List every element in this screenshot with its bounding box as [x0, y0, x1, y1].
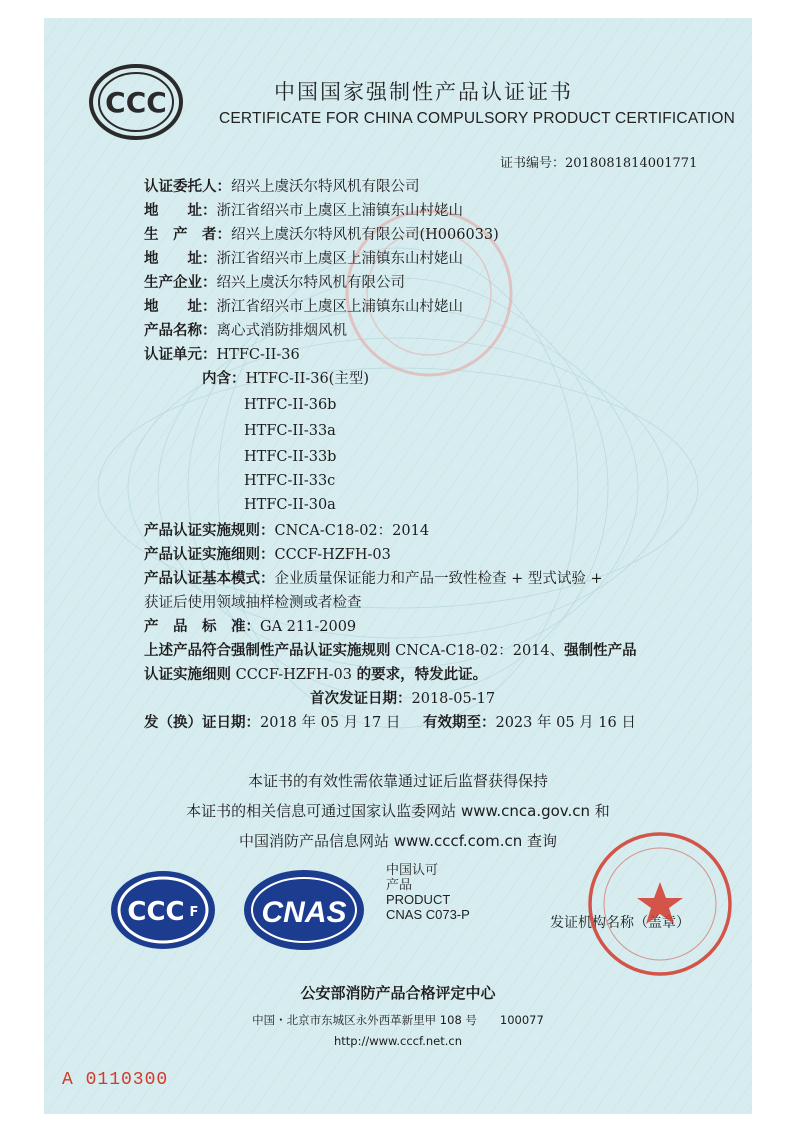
model-item: HTFC-II-36(主型) [245, 371, 369, 387]
cnas-line: PRODUCT [386, 892, 451, 907]
manufacturer-value: 绍兴上虞沃尔特风机有限公司(H006033) [231, 227, 499, 243]
rule-label: 产品认证实施规则： [144, 523, 275, 539]
applicant-value: 绍兴上虞沃尔特风机有限公司 [231, 179, 420, 195]
address2-row [144, 250, 463, 268]
first-issue-value: 2018-05-17 [411, 691, 496, 707]
address3-row [144, 298, 463, 316]
rule-value: CNCA-C18-02：2014 [274, 523, 430, 539]
unit-row [144, 346, 300, 364]
title-english: CERTIFICATE FOR CHINA COMPULSORY PRODUCT CERTIFICATION [219, 110, 736, 127]
official-seal [584, 828, 736, 980]
address1-value: 浙江省绍兴市上虞区上浦镇东山村姥山 [216, 203, 463, 219]
statement-text: 认证实施细则 [144, 667, 231, 683]
model-item: HTFC-II-33c [244, 473, 336, 489]
unit-value: HTFC-II-36 [216, 347, 300, 363]
contents-label: 内含： [202, 371, 246, 387]
product-label: 产品名称： [144, 323, 217, 339]
cccf-logo [108, 868, 218, 952]
issuer-label: 发证机构名称（盖章） [550, 915, 690, 931]
svg-text:CCC: CCC [127, 897, 185, 927]
model-item: HTFC-II-33a [244, 423, 336, 439]
unit-label: 认证单元： [144, 347, 217, 363]
first-issue-label: 首次发证日期： [310, 691, 412, 707]
statement-text: 强制性产品 [564, 643, 637, 659]
detail-rule-label: 产品认证实施细则： [144, 547, 275, 563]
note-line2: 本证书的相关信息可通过国家认监委网站 www.cnca.gov.cn 和 [186, 802, 610, 820]
mode-label: 产品认证基本模式： [144, 571, 275, 587]
mode-line1: 企业质量保证能力和产品一致性检查 + 型式试验 + [274, 571, 603, 587]
standard-label: 产 品 标 准： [144, 619, 260, 635]
svg-text:CCC: CCC [105, 86, 167, 119]
factory-label: 生产企业： [144, 275, 217, 291]
statement-rule: CNCA-C18-02：2014、 [390, 643, 565, 659]
issue-row [144, 714, 636, 732]
cnas-accreditation-text [386, 862, 470, 922]
cnas-line: CNAS C073-P [386, 907, 470, 922]
address3-label: 地 址： [144, 299, 217, 315]
certificate-page [44, 18, 752, 1114]
title-chinese: 中国国家强制性产品认证证书 [274, 80, 573, 104]
factory-value: 绍兴上虞沃尔特风机有限公司 [216, 275, 405, 291]
applicant-label: 认证委托人： [144, 179, 231, 195]
statement-rule: CCCF-HZFH-03 [231, 667, 357, 683]
detail-rule-value: CCCF-HZFH-03 [274, 547, 391, 563]
issuer-address: 中国・北京市东城区永外西革新里甲 108 号 100077 [252, 1013, 544, 1027]
issue-label: 发（换）证日期： [144, 715, 260, 731]
cnas-line: 中国认可 [386, 862, 439, 877]
address1-row [144, 202, 463, 220]
standard-value: GA 211-2009 [260, 619, 357, 635]
address2-label: 地 址： [144, 251, 217, 267]
issuer-website: http://www.cccf.net.cn [333, 1034, 463, 1048]
cert-no-value: 2018081814001771 [565, 156, 698, 171]
address1-label: 地 址： [144, 203, 217, 219]
cnas-logo [240, 866, 368, 954]
mode-line2: 获证后使用领域抽样检测或者检查 [144, 595, 362, 611]
issuing-organization: 公安部消防产品合格评定中心 [300, 984, 496, 1002]
manufacturer-label: 生 产 者： [144, 227, 231, 243]
contents-row [202, 370, 369, 388]
statement-text: 的要求，特发此证。 [356, 667, 488, 683]
note-line3: 中国消防产品信息网站 www.cccf.com.cn 查询 [239, 832, 557, 850]
detail-rule-row [144, 546, 391, 564]
product-value: 离心式消防排烟风机 [216, 323, 347, 339]
address2-value: 浙江省绍兴市上虞区上浦镇东山村姥山 [216, 251, 463, 267]
mode-row [144, 570, 603, 588]
product-row [144, 322, 347, 340]
model-item: HTFC-II-30a [244, 497, 336, 513]
model-item: HTFC-II-36b [244, 397, 337, 413]
address3-value: 浙江省绍兴市上虞区上浦镇东山村姥山 [216, 299, 463, 315]
certificate-number [500, 152, 697, 171]
standard-row [144, 618, 356, 636]
model-item: HTFC-II-33b [244, 449, 337, 465]
note-line1: 本证书的有效性需依靠通过证后监督获得保持 [247, 772, 548, 790]
manufacturer-row [144, 226, 499, 244]
applicant-row [144, 178, 420, 196]
factory-row [144, 274, 405, 292]
cert-no-label: 证书编号： [500, 156, 566, 171]
first-issue-row [310, 690, 495, 708]
issue-value: 2018 年 05 月 17 日 [260, 715, 401, 731]
valid-label: 有效期至： [422, 715, 496, 731]
statement-line2 [144, 666, 487, 684]
rule-row [144, 522, 429, 540]
svg-text:CNAS: CNAS [261, 896, 347, 929]
statement-line1 [144, 642, 637, 660]
serial-number: A 0110300 [62, 1070, 169, 1090]
cnas-line: 产品 [386, 877, 413, 892]
ccc-logo [88, 62, 184, 142]
statement-text: 上述产品符合强制性产品认证实施规则 [144, 643, 391, 659]
svg-text:F: F [189, 905, 199, 920]
valid-value: 2023 年 05 月 16 日 [495, 715, 636, 731]
